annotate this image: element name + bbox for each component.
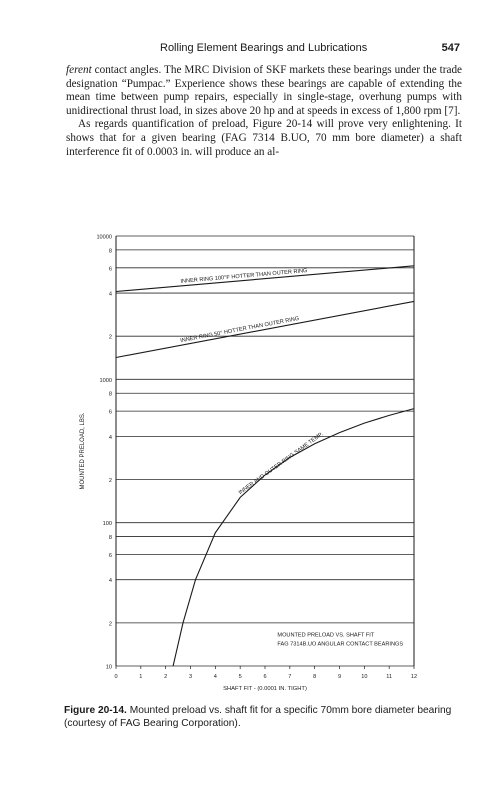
x-tick-label: 0 — [114, 674, 118, 680]
y-tick-label: 4 — [108, 291, 112, 298]
y-tick-label: 8 — [108, 391, 112, 398]
y-tick-label: 10 — [105, 664, 112, 671]
figure-caption-text: Mounted preload vs. shaft fit for a specific 70mm bore diameter bearing (courtesy of FAG Bearing Corporation). — [64, 705, 452, 729]
x-tick-label: 5 — [238, 674, 242, 680]
running-header-title: Rolling Element Bearings and Lubrications — [160, 42, 368, 54]
series-line — [116, 301, 414, 357]
y-tick-label: 6 — [108, 266, 112, 273]
series-line — [116, 266, 414, 292]
x-tick-label: 12 — [410, 674, 418, 680]
y-axis-title: MOUNTED PRELOAD, LBS. — [80, 412, 86, 490]
paragraph-1-text: contact angles. The MRC Division of SKF markets these bearings under the trade designation “Pumpac.” Experience shows these bearings are capable of extending the mean time between pump repairs, especially in single-stage, overhung pumps with unidirectional thrust load, in sizes above 20 hp and at speeds in excess of 1,800 rpm [7]. — [66, 64, 462, 117]
figure-caption — [64, 704, 464, 730]
chart-annotation: FAG 7314B.UO ANGULAR CONTACT BEARINGS — [277, 641, 404, 648]
y-tick-label: 1000 — [99, 377, 112, 384]
x-axis-title: SHAFT FIT - (0.0001 IN. TIGHT) — [223, 686, 307, 692]
page-number: 547 — [441, 42, 460, 54]
paragraph-2: As regards quantification of preload, Figure 20-14 will prove very enlightening. It shows that for a given bearing (FAG 7314 B.UO, 70 mm bore diameter) a shaft interference fit of 0.0003 in. will produce an al- — [66, 118, 462, 158]
x-tick-label: 6 — [263, 674, 267, 680]
running-header — [160, 42, 460, 58]
preload-chart — [70, 226, 440, 696]
tick-labels — [80, 235, 417, 693]
x-tick-label: 10 — [361, 674, 368, 680]
series-line — [173, 409, 414, 666]
x-tick-label: 3 — [188, 674, 193, 680]
y-tick-label: 8 — [108, 248, 112, 255]
x-tick-label: 9 — [337, 674, 342, 680]
body-text — [66, 64, 462, 159]
series-labels — [180, 268, 325, 496]
grid-lines — [116, 236, 414, 669]
series-label: INNER RING 50° HOTTER THAN OUTER RING — [179, 315, 300, 345]
x-tick-label: 2 — [164, 674, 168, 680]
x-tick-label: 1 — [139, 674, 143, 680]
x-tick-label: 7 — [288, 674, 292, 680]
chart-annotation: MOUNTED PRELOAD VS. SHAFT FIT — [277, 632, 375, 639]
y-tick-label: 100 — [102, 521, 112, 528]
paragraph-1-italic: ferent — [66, 64, 92, 76]
figure-label: Figure 20-14. — [64, 705, 127, 716]
x-tick-label: 4 — [213, 674, 217, 680]
chart-annotations — [277, 633, 403, 648]
x-tick-label: 8 — [313, 674, 317, 680]
y-tick-label: 2 — [108, 334, 112, 341]
y-tick-label: 6 — [108, 552, 112, 559]
y-tick-label: 10000 — [96, 234, 112, 241]
series-label: INNER RING 100°F HOTTER THAN OUTER RING — [180, 268, 308, 285]
y-tick-label: 2 — [108, 478, 112, 485]
series-label: INNER AND OUTER RING SAME TEMP. — [237, 431, 325, 497]
y-tick-label: 4 — [108, 578, 112, 585]
y-tick-label: 6 — [108, 409, 112, 416]
y-tick-label: 2 — [108, 621, 112, 628]
y-tick-label: 4 — [108, 434, 112, 441]
x-tick-label: 11 — [386, 674, 393, 680]
y-tick-label: 8 — [108, 535, 112, 542]
paragraph-1 — [66, 64, 462, 118]
